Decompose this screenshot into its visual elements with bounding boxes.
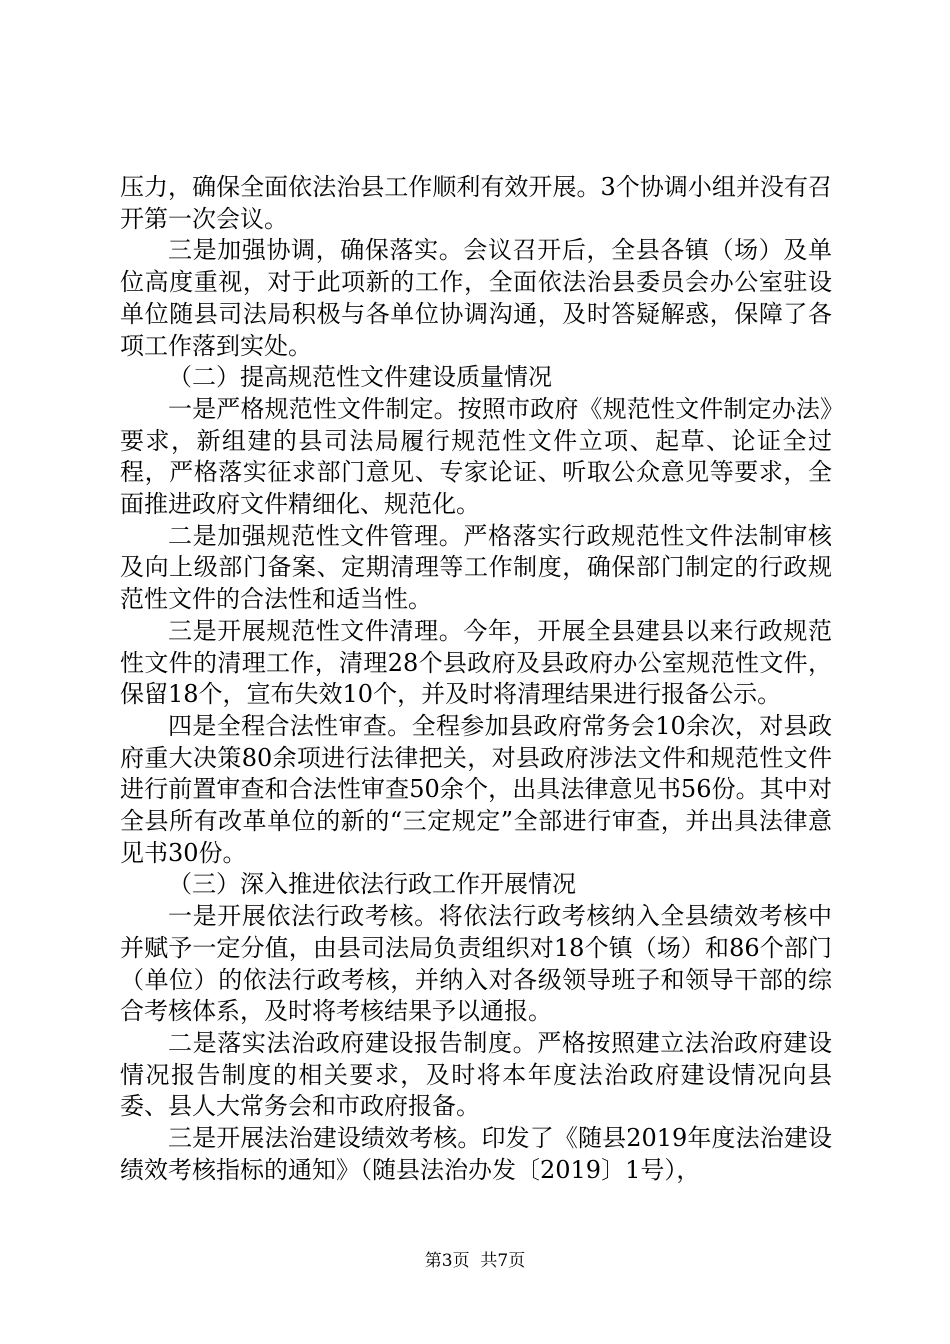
paragraph-5: 二是加强规范性文件管理。严格落实行政规范性文件法制审核及向上级部门备案、定期清理等工作制度，确保部门制定的行政规范性文件的合法性和适当性。 [120,521,832,614]
paragraph-2: 三是加强协调，确保落实。会议召开后，全县各镇（场）及单位高度重视，对于此项新的工作，全面依法治县委员会办公室驻设单位随县司法局积极与各单位协调沟通，及时答疑解惑，保障了各项工作落到实处。 [120,236,832,360]
paragraph-7: 四是全程合法性审查。全程参加县政府常务会10余次，对县政府重大决策80余项进行法律把关，对县政府涉法文件和规范性文件进行前置审查和合法性审查50余个，出具法律意见书56份。其中对全县所有改革单位的新的“三定规定”全部进行审查，并出具法律意见书30份。 [120,711,832,867]
paragraph-1: 压力，确保全面依法治县工作顺利有效开展。3个协调小组并没有召开第一次会议。 [120,173,832,233]
section-heading-2: （二）提高规范性文件建设质量情况 [168,363,552,392]
paragraph-6: 三是开展规范性文件清理。今年，开展全县建县以来行政规范性文件的清理工作，清理28个县政府及县政府办公室规范性文件，保留18个，宣布失效10个，并及时将清理结果进行报备公示。 [120,616,832,709]
paragraph-4: 一是严格规范性文件制定。按照市政府《规范性文件制定办法》要求，新组建的县司法局履行规范性文件立项、起草、论证全过程，严格落实征求部门意见、专家论证、听取公众意见等要求，全面推进政府文件精细化、规范化。 [120,394,832,519]
document-body [120,172,832,1187]
page-number-footer: 第3页 共7页 [424,1251,526,1271]
paragraph-9: 一是开展依法行政考核。将依法行政考核纳入全县绩效考核中并赋予一定分值，由县司法局负责组织对18个镇（场）和86个部门（单位）的依法行政考核，并纳入对各级领导班子和领导干部的综合考核体系，及时将考核结果予以通报。 [120,902,832,1026]
paragraph-10: 二是落实法治政府建设报告制度。严格按照建立法治政府建设情况报告制度的相关要求，及时将本年度法治政府建设情况向县委、县人大常务会和市政府报备。 [120,1028,832,1121]
paragraph-11: 三是开展法治建设绩效考核。印发了《随县2019年度法治建设绩效考核指标的通知》（随县法治办发〔2019〕1号）， [120,1124,832,1184]
section-heading-3: （三）深入推进依法行政工作开展情况 [168,870,576,899]
